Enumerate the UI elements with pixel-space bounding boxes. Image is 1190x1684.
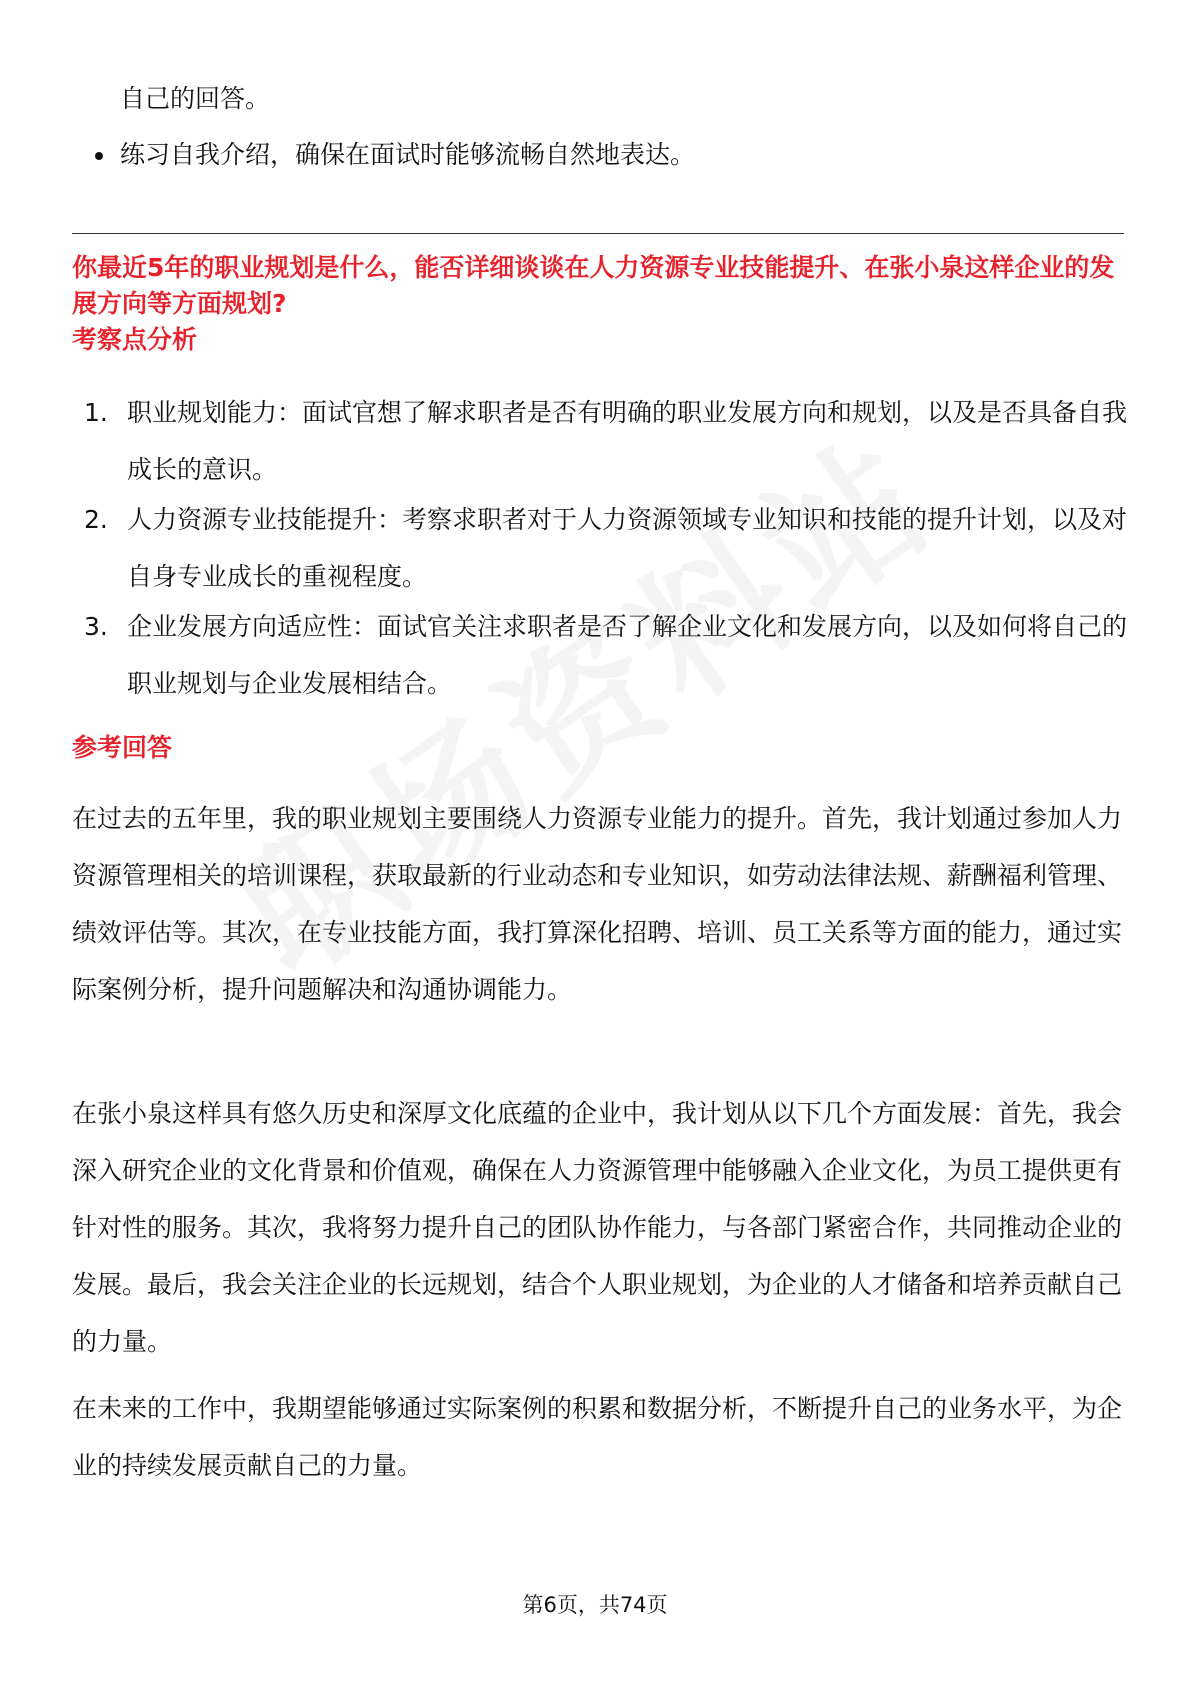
question-heading: 你最近5年的职业规划是什么，能否详细谈谈在人力资源专业技能提升、在张小泉这样企业的发展方向等方面规划? <box>72 253 1115 318</box>
analysis-item <box>72 598 1132 705</box>
continuation-text: 自己的回答。 <box>120 84 271 113</box>
bullet-item: 练习自我介绍，确保在面试时能够流畅自然地表达。 <box>95 126 695 184</box>
item-text: 职业规划能力：面试官想了解求职者是否有明确的职业发展方向和规划，以及是否具备自我成长的意识。 <box>127 398 1128 484</box>
analysis-list <box>72 384 1132 705</box>
analysis-item <box>72 491 1132 598</box>
item-number: 1. <box>84 398 108 427</box>
divider <box>72 233 1124 234</box>
analysis-title: 考察点分析 <box>72 325 198 354</box>
item-text: 人力资源专业技能提升：考察求职者对于人力资源领域专业知识和技能的提升计划，以及对自身专业成长的重视程度。 <box>127 505 1128 591</box>
bullet-list <box>95 126 695 184</box>
item-number: 2. <box>84 505 108 534</box>
answer-paragraph: 在未来的工作中，我期望能够通过实际案例的积累和数据分析，不断提升自己的业务水平，为企业的持续发展贡献自己的力量。 <box>72 1394 1123 1480</box>
analysis-item <box>72 384 1132 491</box>
item-text: 企业发展方向适应性：面试官关注求职者是否了解企业文化和发展方向，以及如何将自己的职业规划与企业发展相结合。 <box>127 612 1128 698</box>
item-number: 3. <box>84 612 108 641</box>
page-footer: 第6页，共74页 <box>522 1593 668 1617</box>
answer-title: 参考回答 <box>72 733 173 762</box>
answer-paragraph: 在过去的五年里，我的职业规划主要围绕人力资源专业能力的提升。首先，我计划通过参加人力资源管理相关的培训课程，获取最新的行业动态和专业知识，如劳动法律法规、薪酬福利管理、绩效评估等。其次，在专业技能方面，我打算深化招聘、培训、员工关系等方面的能力，通过实际案例分析，提升问题解决和沟通协调能力。 <box>72 804 1123 1004</box>
answer-paragraph: 在张小泉这样具有悠久历史和深厚文化底蕴的企业中，我计划从以下几个方面发展：首先，我会深入研究企业的文化背景和价值观，确保在人力资源管理中能够融入企业文化，为员工提供更有针对性的服务。其次，我将努力提升自己的团队协作能力，与各部门紧密合作，共同推动企业的发展。最后，我会关注企业的长远规划，结合个人职业规划，为企业的人才储备和培养贡献自己的力量。 <box>72 1099 1123 1356</box>
